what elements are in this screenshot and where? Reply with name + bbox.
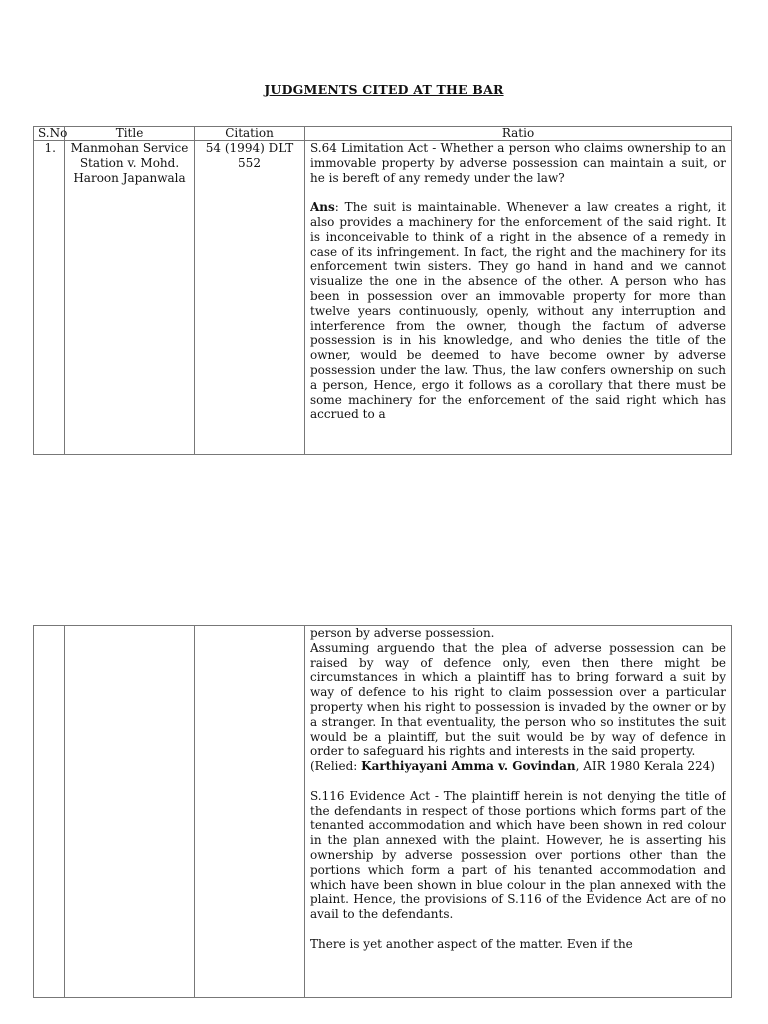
column-header-title: Title: [65, 127, 195, 141]
answer-label: Ans: [310, 200, 335, 215]
relied-suffix: , AIR 1980 Kerala 224): [575, 759, 715, 774]
cell-sno: 1.: [34, 141, 65, 455]
column-header-citation: Citation: [195, 127, 305, 141]
cell-citation: 54 (1994) DLT 552: [195, 141, 305, 455]
ratio-paragraph: There is yet another aspect of the matter. Even if the: [310, 936, 633, 951]
ratio-paragraph: S.116 Evidence Act - The plaintiff herein is not denying the title of the defendants in respect of those portions which forms part of the tenanted accommodation and which have been shown in red colour in the plan annexed with the plaint. However, he is asserting his ownership by adverse possession over portions other than the portions which form a part of his tenanted accommodation and which have been shown in blue colour in the plan annexed with the plaint. Hence, the provisions of S.116 of the Evidence Act are of no avail to the defendants.: [310, 788, 726, 922]
judgments-table-continued: [33, 625, 732, 998]
cell-citation-empty: [195, 626, 305, 998]
ratio-continued-line: person by adverse possession.: [310, 626, 495, 640]
table-row: [34, 626, 732, 998]
relied-prefix: (Relied:: [310, 759, 362, 774]
column-header-sno: S.No: [34, 127, 65, 141]
page-title: JUDGMENTS CITED AT THE BAR: [264, 82, 504, 97]
ratio-paragraph: Assuming arguendo that the plea of adverse possession can be raised by way of defence only, even then there might be circumstances in which a plaintiff has to bring forward a suit by way of defence to his right to claim possession over a particular property when his right to possession is invaded by the owner or by a stranger. In that eventuality, the person who so institutes the suit would be a plaintiff, but the suit would be by way of defence in order to safeguard his rights and interests in the said property.: [310, 640, 726, 759]
table-header-row: [34, 127, 732, 141]
relied-citation: [310, 759, 726, 774]
cell-sno-empty: [34, 626, 65, 998]
relied-case-name: Karthiyayani Amma v. Govindan: [361, 759, 576, 774]
cell-ratio-continued: [305, 626, 732, 998]
judgments-table: [33, 126, 732, 455]
column-header-ratio: Ratio: [305, 127, 732, 141]
table-row: [34, 141, 732, 455]
cell-title: Manmohan Service Station v. Mohd. Haroon Japanwala: [65, 141, 195, 455]
ratio-question: S.64 Limitation Act - Whether a person who claims ownership to an immovable property by adverse possession can maintain a suit, or he is bereft of any remedy under the law?: [310, 141, 726, 185]
ratio-answer: [310, 200, 726, 422]
answer-text: : The suit is maintainable. Whenever a law creates a right, it also provides a machinery for the enforcement of the said right. It is inconceivable to think of a right in the absence of a remedy in case of its infringement. In fact, the right and the machinery for its enforcement twin sisters. They go hand in hand and we cannot visualize the one in the absence of the other. A person who has been in possession over an immovable property for more than twelve years continuously, openly, without any interruption and interference from the owner, though the factum of adverse possession is in his knowledge, and who denies the title of the owner, would be deemed to have become owner by adverse possession under the law. Thus, the law confers ownership on such a person, Hence, ergo it follows as a corollary that there must be some machinery for the enforcement of the said right which has accrued to a: [310, 200, 726, 422]
cell-title-empty: [65, 626, 195, 998]
cell-ratio: [305, 141, 732, 455]
